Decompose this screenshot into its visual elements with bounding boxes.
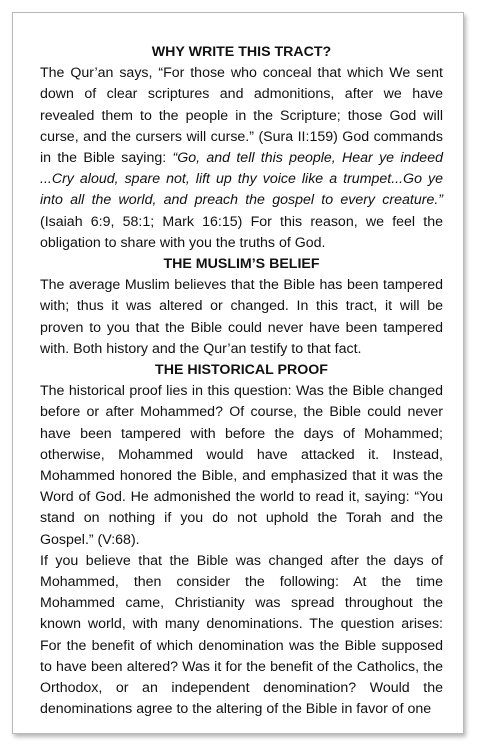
- paragraph-why-write: [40, 63, 443, 254]
- paragraph-text: The Qur’an says, “For those who conceal that which We sent down of clear scriptures and admonitions, after we have revealed them to the people in the Scripture; those God will curse, and the cursers will curse.” (Sura II:159) God commands in the Bible saying:: [40, 65, 443, 167]
- paragraph-text: (Isaiah 6:9, 58:1; Mark 16:15) For this reason, we feel the obligation to share with you the truths of God.: [40, 213, 443, 251]
- tract-page: [12, 12, 464, 734]
- bible-quote: “Go, and tell this people, Hear ye indeed ...Cry aloud, spare not, lift up thy voice like a trumpet...Go ye into all the world, and preach the gospel to every creature.”: [40, 150, 443, 209]
- section-heading-historical-proof: THE HISTORICAL PROOF: [155, 362, 328, 379]
- paragraph-muslims-belief: The average Muslim believes that the Bible has been tampered with; thus it was altered or changed. In this tract, it will be proven to you that the Bible could never have been tampered with. Both history and the Qur’an testify to that fact.: [40, 277, 443, 357]
- paragraph-historical-proof-2: If you believe that the Bible was changed after the days of Mohammed, then consider the following: At the time Mohammed came, Christianity was spread throughout the known world, with many denominations. The question arises: For the benefit of which denomination was the Bible supposed to have been altered? Was it for the benefit of the Catholics, the Orthodox, or an independent denomination? Would the denominations agree to the altering of the Bible in favor of one: [40, 552, 443, 718]
- section-heading-why-write: WHY WRITE THIS TRACT?: [151, 44, 332, 60]
- page-content: [40, 42, 443, 721]
- paragraph-historical-proof-1: The historical proof lies in this question: Was the Bible changed before or after Mohammed? Of course, the Bible could never have been tampered with before the days of Mohammed; otherwise, Mohammed would have attacked it. Instead, Mohammed honored the Bible, and emphasized that it was the Word of God. He admonished the world to read it, saying: “You stand on nothing if you do not uphold the Torah and the Gospel.” (V:68).: [40, 383, 443, 548]
- section-heading-muslims-belief: THE MUSLIM’S BELIEF: [163, 256, 320, 273]
